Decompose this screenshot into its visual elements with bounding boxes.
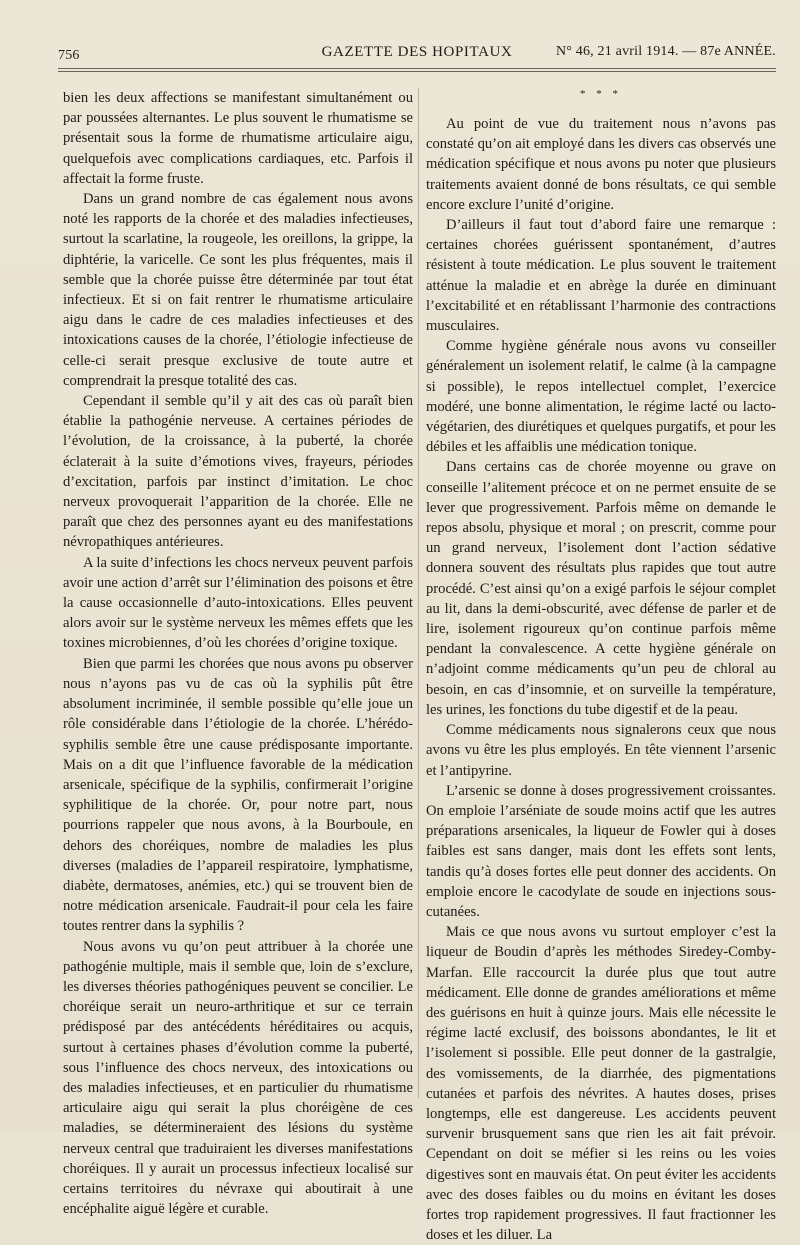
left-column <box>63 88 413 1219</box>
paragraph: Comme hygiène générale nous avons vu conseiller généralement un isolement relatif, le calme (à la campagne si possible), le repos intellectuel complet, l’exercice modéré, une bonne alimentation, le régime lacté ou lacto-végétarien, des diurétiques et quelques purgatifs, et pour les débiles et les affaiblis une médication tonique. <box>426 338 776 456</box>
right-column <box>426 88 776 1245</box>
issue-info: N° 46, 21 avril 1914. — 87e ANNÉE. <box>555 44 776 59</box>
paragraph: Au point de vue du traitement nous n’avons pas constaté qu’on ait employé dans les divers cas observés une médication spécifique et nous avons pu noter que plusieurs traitements avaient donné de bons résultats, ce qui semble encore exclure l’unité d’origine. <box>426 116 776 213</box>
paragraph: Dans certains cas de chorée moyenne ou grave on conseille l’alitement précoce et on ne permet ensuite de se lever que progressivement. Parfois même on demande le repos absolu, physique et moral ; on prescrit, comme pour un grand nerveux, l’isolement dont l’action sédative donnera souvent des résultats plus rapides que tout autre procédé. C’est ainsi qu’on a exigé parfois le séjour complet au lit, dans la demi-obscurité, avec défense de parler et de lire, isolement rigoureux qu’on continue parfois même pendant la convalescence. A cette hygiène générale on n’adjoint comme médicaments qu’un peu de chloral au besoin, en cas d’insomnie, et on surveille la température, les urines, les fonctions du tube digestif et de la peau. <box>426 459 776 718</box>
header-rule-double <box>58 71 776 72</box>
paragraph: bien les deux affections se manifestant simultanément ou par poussées alternantes. Le plus souvent le rhumatisme se présentait sous la forme de rhumatisme articulaire aigu, quelquefois avec complications cardiaques, etc. Parfois il affectait la forme fruste. <box>63 90 413 187</box>
paragraph: Cependant il semble qu’il y ait des cas où paraît bien établie la pathogénie nerveuse. A certaines périodes de l’évolution, de la croissance, à la puberté, la chorée éclaterait à la suite d’émotions vives, frayeurs, périodes d’excitation, parfois par instinct d’imitation. Le choc nerveux provoquerait l’apparition de la chorée. Elle ne paraît que chez des personnes ayant eu des manifestations névropathiques antérieures. <box>63 393 413 551</box>
paragraph: Dans un grand nombre de cas également nous avons noté les rapports de la chorée et des maladies infectieuses, surtout la scarlatine, la rougeole, les oreillons, la grippe, la diphtérie, la varicelle. Ce sont les plus fréquentes, mais il semble que la chorée puisse être déterminée par tout état infectieux. Et si on fait rentrer le rhumatisme articulaire aigu dans le cadre de ces maladies infectieuses et des intoxications causes de la chorée, l’étiologie infectieuse de celle-ci serait presque exclusive de toute autre et comprendrait la presque totalité des cas. <box>63 191 413 389</box>
paragraph: D’ailleurs il faut tout d’abord faire une remarque : certaines chorées guérissent spontanément, d’autres résistent à toute médication. Le plus souvent le traitement atténue la maladie et en abrège la durée en diminuant l’excitabilité et en rétablissant l’harmonie des contractions musculaires. <box>426 217 776 335</box>
section-break: * * * <box>580 88 622 100</box>
paragraph: Nous avons vu qu’on peut attribuer à la chorée une pathogénie multiple, mais il semble que, loin de s’exclure, les diverses théories pathogéniques peuvent se concilier. Le choréique serait un neuro-arthritique et sur ce terrain prédisposé par des antécédents héréditaires ou acquis, surtout à certaines phases d’évolution comme la puberté, sous l’influence des chocs nerveux, des intoxications ou des maladies infectieuses, et en particulier du rhumatisme articulaire aigu qui serait la plus choréigène de ces maladies, se détermineraient des lésions du système nerveux central que traduiraient les diverses manifestations choréiques. Il y aurait un processus infectieux localisé sur certains territoires du névraxe qui aboutirait à une encéphalite aiguë légère et curable. <box>63 938 413 1218</box>
page-number: 756 <box>58 48 80 63</box>
page-header <box>58 44 776 70</box>
paragraph: L’arsenic se donne à doses progressivement croissantes. On emploie l’arséniate de soude moins actif que les autres préparations arsenicales, la liqueur de Fowler qui à doses faibles est sans danger, mais dont les effets sont lents, tandis qu’à doses fortes elle peut donner des accidents. On emploie encore le cacodylate de soude en injections sous-cutanées. <box>426 782 776 920</box>
header-rule <box>58 68 776 69</box>
paragraph: Mais ce que nous avons vu surtout employer c’est la liqueur de Boudin d’après les méthodes Siredey-Comby-Marfan. Elle raccourcit la durée plus que tout autre médicament. Elle donne de grandes améliorations et même des guérisons en huit à quinze jours. Mais elle nécessite le régime lacté exclusif, des boissons abondantes, le lit et l’isolement si possible. Elle peut donner de la gastralgie, des vomissements, de la diarrhée, des pigmentations cutanées et parfois des névrites. A hautes doses, prises longtemps, elle est dangereuse. Les accidents peuvent survenir brusquement sans que rien les ait fait prévoir. Cependant on doit se méfier si les reins ou les voies digestives sont en mauvais état. On peut éviter les accidents avec des doses faibles ou du moins en évitant les doses fortes trop rapidement progressives. Il faut fractionner les doses et les diluer. La <box>426 924 776 1244</box>
paragraph: A la suite d’infections les chocs nerveux peuvent parfois avoir une action d’arrêt sur l’élimination des poisons et être la cause occasionnelle d’auto-intoxications. Elles peuvent alors avoir sur le système nerveux les mêmes effets que les toxines microbiennes, d’où les chorées d’origine toxique. <box>63 554 413 652</box>
journal-title: GAZETTE DES HOPITAUX <box>321 44 513 60</box>
paragraph: Comme médicaments nous signalerons ceux que nous avons vu être les plus employés. En tête viennent l’arsenic et l’antipyrine. <box>426 722 776 779</box>
paragraph: Bien que parmi les chorées que nous avons pu observer nous n’ayons pas vu de cas où la syphilis pût être absolument incriminée, il semble possible qu’elle joue un rôle considérable dans l’étiologie de la chorée. L’hérédo-syphilis semble être une cause prédisposante importante. Mais on a dit que l’influence favorable de la médication arsenicale, spécifique de la syphilis, confirmerait l’origine syphilitique de la chorée. Or, pour notre part, nous pourrions rappeler que nous avons, à la Bourboule, en dehors des choréiques, nombre de maladies les plus diverses (maladies de l’appareil respiratoire, lymphatisme, diabète, dermatoses, anémies, etc.) qui se trouvent bien de notre médication arsenicale. Faudrait-il pour cela les faire toutes rentrer dans la syphilis ? <box>63 655 413 935</box>
column-divider <box>418 88 419 1098</box>
